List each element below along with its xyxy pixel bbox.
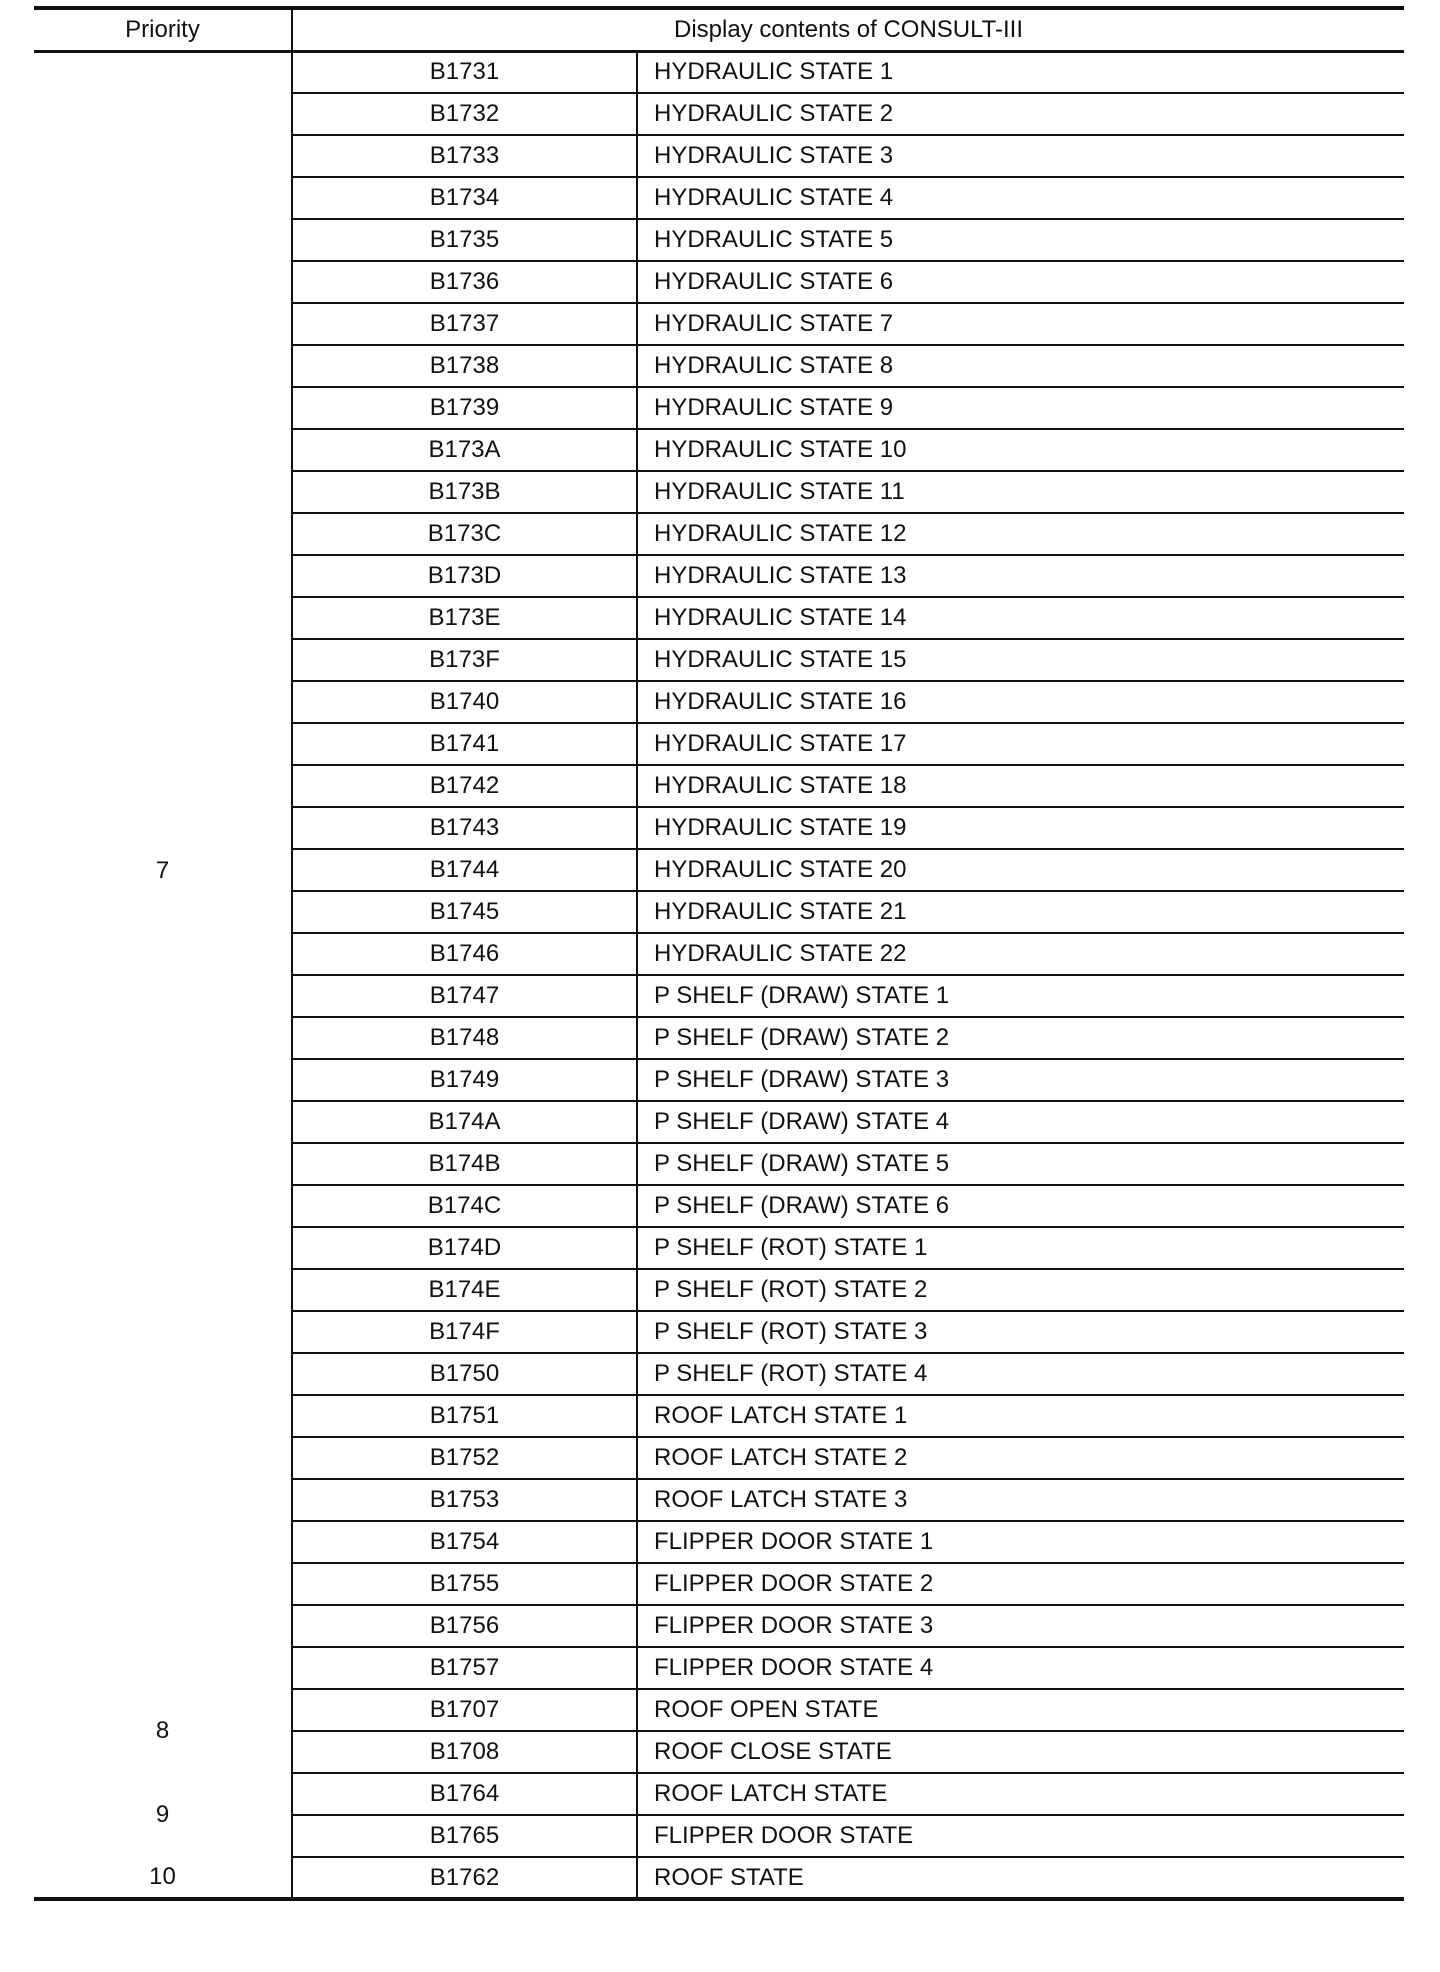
dtc-code-cell: B1748 [292, 1017, 637, 1059]
table-row [34, 51, 1404, 93]
dtc-code-cell: B173D [292, 555, 637, 597]
dtc-code-cell: B174C [292, 1185, 637, 1227]
table-row [34, 1689, 1404, 1731]
display-contents-cell: FLIPPER DOOR STATE 2 [637, 1563, 1404, 1605]
display-contents-cell: HYDRAULIC STATE 9 [637, 387, 1404, 429]
dtc-code-cell: B1735 [292, 219, 637, 261]
display-contents-cell: HYDRAULIC STATE 4 [637, 177, 1404, 219]
display-contents-cell: P SHELF (DRAW) STATE 6 [637, 1185, 1404, 1227]
display-contents-cell: P SHELF (ROT) STATE 3 [637, 1311, 1404, 1353]
dtc-code-cell: B1749 [292, 1059, 637, 1101]
dtc-code-cell: B1742 [292, 765, 637, 807]
priority-cell: 9 [34, 1773, 292, 1857]
display-contents-cell: HYDRAULIC STATE 3 [637, 135, 1404, 177]
dtc-code-cell: B173B [292, 471, 637, 513]
display-contents-cell: P SHELF (ROT) STATE 1 [637, 1227, 1404, 1269]
dtc-code-cell: B173C [292, 513, 637, 555]
dtc-code-cell: B1750 [292, 1353, 637, 1395]
dtc-code-cell: B1765 [292, 1815, 637, 1857]
display-contents-cell: HYDRAULIC STATE 17 [637, 723, 1404, 765]
dtc-code-cell: B174D [292, 1227, 637, 1269]
display-contents-cell: HYDRAULIC STATE 5 [637, 219, 1404, 261]
dtc-code-cell: B1740 [292, 681, 637, 723]
consult-priority-table-container [34, 6, 1404, 1901]
display-contents-cell: ROOF CLOSE STATE [637, 1731, 1404, 1773]
header-display-contents: Display contents of CONSULT-III [292, 8, 1404, 51]
dtc-code-cell: B173A [292, 429, 637, 471]
display-contents-cell: FLIPPER DOOR STATE [637, 1815, 1404, 1857]
display-contents-cell: HYDRAULIC STATE 6 [637, 261, 1404, 303]
display-contents-cell: P SHELF (ROT) STATE 2 [637, 1269, 1404, 1311]
dtc-code-cell: B1732 [292, 93, 637, 135]
dtc-code-cell: B1739 [292, 387, 637, 429]
display-contents-cell: P SHELF (DRAW) STATE 2 [637, 1017, 1404, 1059]
display-contents-cell: HYDRAULIC STATE 1 [637, 51, 1404, 93]
dtc-code-cell: B1755 [292, 1563, 637, 1605]
display-contents-cell: P SHELF (DRAW) STATE 5 [637, 1143, 1404, 1185]
table-row [34, 1857, 1404, 1899]
dtc-code-cell: B1708 [292, 1731, 637, 1773]
display-contents-cell: HYDRAULIC STATE 8 [637, 345, 1404, 387]
dtc-code-cell: B174F [292, 1311, 637, 1353]
display-contents-cell: HYDRAULIC STATE 12 [637, 513, 1404, 555]
dtc-code-cell: B1737 [292, 303, 637, 345]
dtc-code-cell: B1756 [292, 1605, 637, 1647]
display-contents-cell: P SHELF (DRAW) STATE 1 [637, 975, 1404, 1017]
dtc-code-cell: B1743 [292, 807, 637, 849]
display-contents-cell: HYDRAULIC STATE 11 [637, 471, 1404, 513]
dtc-code-cell: B1754 [292, 1521, 637, 1563]
display-contents-cell: HYDRAULIC STATE 20 [637, 849, 1404, 891]
dtc-code-cell: B1764 [292, 1773, 637, 1815]
table-header [34, 8, 1404, 51]
consult-priority-table [34, 6, 1404, 1901]
display-contents-cell: HYDRAULIC STATE 2 [637, 93, 1404, 135]
display-contents-cell: FLIPPER DOOR STATE 3 [637, 1605, 1404, 1647]
display-contents-cell: FLIPPER DOOR STATE 1 [637, 1521, 1404, 1563]
display-contents-cell: ROOF LATCH STATE 2 [637, 1437, 1404, 1479]
display-contents-cell: HYDRAULIC STATE 16 [637, 681, 1404, 723]
display-contents-cell: HYDRAULIC STATE 18 [637, 765, 1404, 807]
dtc-code-cell: B1744 [292, 849, 637, 891]
dtc-code-cell: B174B [292, 1143, 637, 1185]
priority-cell: 7 [34, 51, 292, 1689]
display-contents-cell: HYDRAULIC STATE 7 [637, 303, 1404, 345]
display-contents-cell: ROOF STATE [637, 1857, 1404, 1899]
display-contents-cell: HYDRAULIC STATE 10 [637, 429, 1404, 471]
dtc-code-cell: B1731 [292, 51, 637, 93]
display-contents-cell: ROOF LATCH STATE [637, 1773, 1404, 1815]
dtc-code-cell: B1757 [292, 1647, 637, 1689]
priority-cell: 10 [34, 1857, 292, 1899]
display-contents-cell: ROOF LATCH STATE 3 [637, 1479, 1404, 1521]
header-row [34, 8, 1404, 51]
display-contents-cell: P SHELF (DRAW) STATE 3 [637, 1059, 1404, 1101]
dtc-code-cell: B1762 [292, 1857, 637, 1899]
dtc-code-cell: B174A [292, 1101, 637, 1143]
dtc-code-cell: B174E [292, 1269, 637, 1311]
dtc-code-cell: B1707 [292, 1689, 637, 1731]
dtc-code-cell: B1747 [292, 975, 637, 1017]
table-row [34, 1773, 1404, 1815]
dtc-code-cell: B1752 [292, 1437, 637, 1479]
display-contents-cell: HYDRAULIC STATE 13 [637, 555, 1404, 597]
display-contents-cell: HYDRAULIC STATE 19 [637, 807, 1404, 849]
header-priority: Priority [34, 8, 292, 51]
dtc-code-cell: B1745 [292, 891, 637, 933]
dtc-code-cell: B1734 [292, 177, 637, 219]
display-contents-cell: P SHELF (ROT) STATE 4 [637, 1353, 1404, 1395]
display-contents-cell: HYDRAULIC STATE 14 [637, 597, 1404, 639]
dtc-code-cell: B173E [292, 597, 637, 639]
dtc-code-cell: B1751 [292, 1395, 637, 1437]
display-contents-cell: P SHELF (DRAW) STATE 4 [637, 1101, 1404, 1143]
display-contents-cell: HYDRAULIC STATE 22 [637, 933, 1404, 975]
dtc-code-cell: B1741 [292, 723, 637, 765]
table-body [34, 51, 1404, 1899]
display-contents-cell: ROOF LATCH STATE 1 [637, 1395, 1404, 1437]
display-contents-cell: HYDRAULIC STATE 21 [637, 891, 1404, 933]
display-contents-cell: ROOF OPEN STATE [637, 1689, 1404, 1731]
dtc-code-cell: B173F [292, 639, 637, 681]
priority-cell: 8 [34, 1689, 292, 1773]
dtc-code-cell: B1733 [292, 135, 637, 177]
display-contents-cell: FLIPPER DOOR STATE 4 [637, 1647, 1404, 1689]
dtc-code-cell: B1746 [292, 933, 637, 975]
dtc-code-cell: B1736 [292, 261, 637, 303]
dtc-code-cell: B1738 [292, 345, 637, 387]
dtc-code-cell: B1753 [292, 1479, 637, 1521]
display-contents-cell: HYDRAULIC STATE 15 [637, 639, 1404, 681]
